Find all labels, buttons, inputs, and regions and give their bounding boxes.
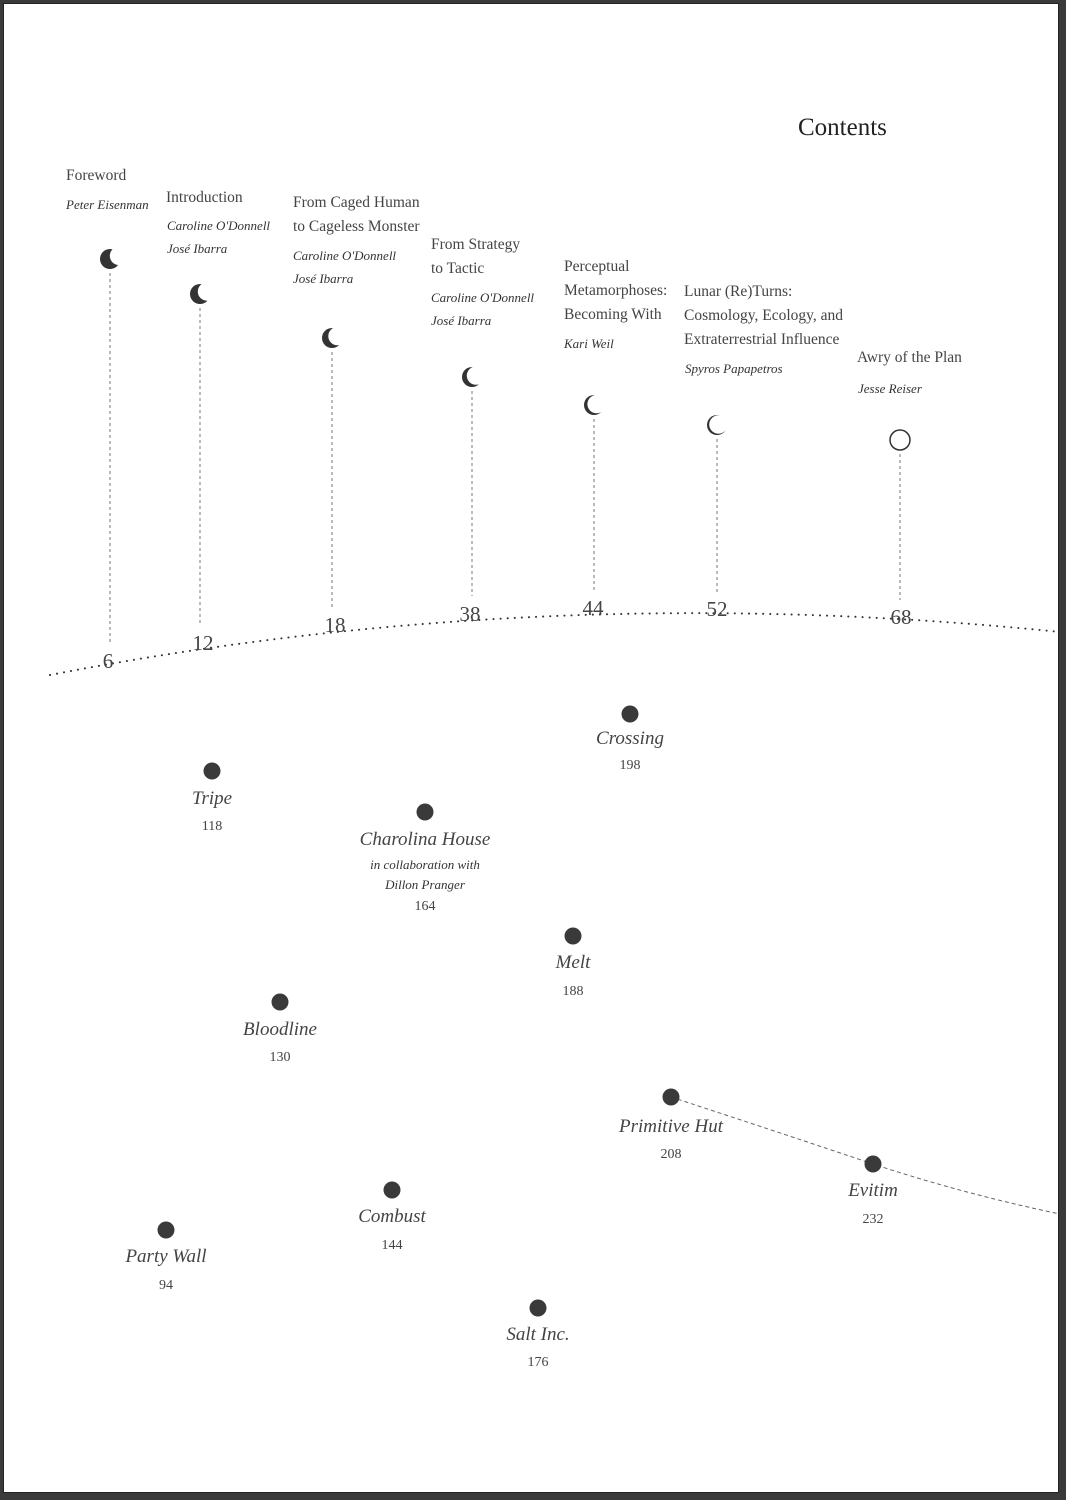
project-name-bloodline[interactable]: Bloodline — [243, 1019, 317, 1040]
project-page-tripe[interactable]: 118 — [201, 819, 223, 834]
chapter-title-lunar-returns[interactable]: Lunar (Re)Turns: Cosmology, Ecology, and Extraterrestrial Influence — [684, 283, 844, 348]
chapter-author-awry-of-the-plan: Jesse Reiser — [858, 381, 922, 396]
chapter-title-strategy-tactic[interactable]: From Strategy to Tactic — [431, 236, 521, 277]
chapter-author-strategy-tactic: Caroline O'Donnell José Ibarra — [431, 290, 535, 328]
project-name-tripe[interactable]: Tripe — [191, 788, 233, 809]
project-dot-salt-inc[interactable] — [530, 1300, 547, 1317]
project-name-evitim[interactable]: Evitim — [848, 1180, 898, 1201]
project-page-crossing[interactable]: 198 — [619, 758, 641, 773]
project-page-primitive-hut[interactable]: 208 — [660, 1147, 682, 1162]
project-dot-crossing[interactable] — [622, 706, 639, 723]
project-dot-primitive-hut[interactable] — [663, 1089, 680, 1106]
chapter-author-lunar-returns: Spyros Papapetros — [685, 361, 783, 376]
project-page-melt[interactable]: 188 — [562, 984, 584, 999]
moon-phase-icon-perceptual-metamorphoses — [584, 395, 604, 415]
moon-phase-icon-awry-of-the-plan — [890, 430, 910, 450]
project-name-combust[interactable]: Combust — [358, 1206, 426, 1227]
chapter-author-foreword: Peter Eisenman — [66, 197, 149, 212]
project-page-salt-inc[interactable]: 176 — [527, 1355, 549, 1370]
chapter-title-foreword[interactable]: Foreword — [66, 167, 127, 184]
chapter-title-caged-human[interactable]: From Caged Human to Cageless Monster — [293, 194, 420, 235]
moon-phase-icon-caged-human — [322, 328, 342, 348]
project-dot-evitim[interactable] — [865, 1156, 882, 1173]
chapter-author-caged-human: Caroline O'Donnell José Ibarra — [293, 248, 397, 286]
timeline-drawing — [4, 4, 1059, 1493]
project-page-evitim[interactable]: 232 — [862, 1212, 884, 1227]
chapter-page-introduction[interactable]: 12 — [192, 631, 214, 655]
project-page-charolina-house[interactable]: 164 — [414, 899, 436, 914]
page-title: Contents — [798, 114, 887, 141]
contents-page — [3, 3, 1059, 1493]
project-subtitle-charolina-house: in collaboration with Dillon Pranger — [370, 857, 480, 892]
chapter-page-perceptual-metamorphoses[interactable]: 44 — [582, 596, 604, 620]
project-name-melt[interactable]: Melt — [555, 952, 591, 973]
moon-phase-icon-introduction — [190, 284, 210, 304]
chapter-author-introduction: Caroline O'Donnell José Ibarra — [167, 218, 271, 256]
chapter-title-awry-of-the-plan[interactable]: Awry of the Plan — [857, 349, 962, 366]
chapter-page-lunar-returns[interactable]: 52 — [706, 597, 728, 621]
project-name-salt-inc[interactable]: Salt Inc. — [506, 1324, 570, 1345]
moon-phase-icon-foreword — [100, 249, 120, 269]
project-dot-party-wall[interactable] — [158, 1222, 175, 1239]
moon-phase-icon-lunar-returns — [707, 415, 727, 435]
project-dot-melt[interactable] — [565, 928, 582, 945]
chapter-page-awry-of-the-plan[interactable]: 68 — [890, 605, 912, 629]
project-dot-combust[interactable] — [384, 1182, 401, 1199]
project-page-bloodline[interactable]: 130 — [269, 1050, 291, 1065]
project-page-combust[interactable]: 144 — [381, 1238, 403, 1253]
project-dot-charolina-house[interactable] — [417, 804, 434, 821]
chapter-author-perceptual-metamorphoses: Kari Weil — [564, 336, 614, 351]
moon-phase-icon-strategy-tactic — [462, 367, 482, 387]
chapter-title-perceptual-metamorphoses[interactable]: Perceptual Metamorphoses: Becoming With — [564, 258, 668, 323]
project-name-crossing[interactable]: Crossing — [596, 728, 664, 749]
project-name-charolina-house[interactable]: Charolina House — [359, 829, 491, 850]
chapter-page-foreword[interactable]: 6 — [102, 649, 114, 673]
chapter-title-introduction[interactable]: Introduction — [166, 189, 243, 206]
project-dot-bloodline[interactable] — [272, 994, 289, 1011]
project-page-party-wall[interactable]: 94 — [159, 1278, 173, 1293]
project-name-party-wall[interactable]: Party Wall — [125, 1246, 207, 1267]
project-name-primitive-hut[interactable]: Primitive Hut — [619, 1116, 723, 1137]
chapter-page-strategy-tactic[interactable]: 38 — [459, 602, 481, 626]
chapter-page-caged-human[interactable]: 18 — [324, 613, 346, 637]
project-dot-tripe[interactable] — [204, 763, 221, 780]
